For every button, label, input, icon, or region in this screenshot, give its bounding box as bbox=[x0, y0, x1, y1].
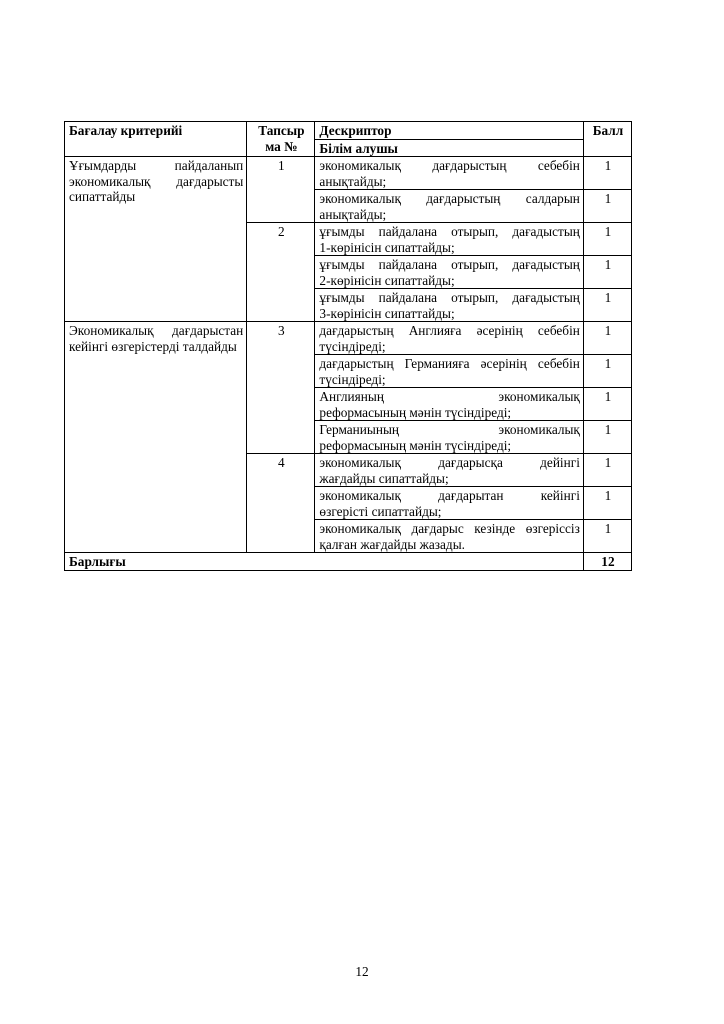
descriptor-header: Дескриптор bbox=[315, 122, 583, 140]
criterion-header: Бағалау критерийі bbox=[65, 122, 247, 157]
criterion-cell: Экономикалық дағдарыстан кейінгі өзгерістерді талдайды bbox=[65, 322, 247, 553]
descriptor-cell bbox=[315, 454, 583, 487]
score-cell: 1 bbox=[583, 256, 631, 289]
descriptor-line: Англияның экономикалық bbox=[319, 389, 580, 404]
score-cell: 1 bbox=[583, 520, 631, 553]
score-cell: 1 bbox=[583, 322, 631, 355]
descriptor-line: 3-көрінісін сипаттайды; bbox=[319, 305, 455, 321]
task-number-cell: 1 bbox=[247, 157, 315, 223]
descriptor-line: қалған жағдайды жазады. bbox=[319, 536, 465, 552]
task-number-header bbox=[247, 122, 315, 157]
task-number-cell: 3 bbox=[247, 322, 315, 454]
score-header: Балл bbox=[583, 122, 631, 157]
total-row bbox=[65, 553, 632, 571]
descriptor-cell bbox=[315, 322, 583, 355]
descriptor-line: экономикалық дағдарыстың себебін bbox=[319, 158, 580, 173]
descriptor-line: Германиының экономикалық bbox=[319, 422, 580, 437]
descriptor-line: экономикалық дағдарыс кезінде өзгеріссіз bbox=[319, 521, 580, 536]
descriptor-cell bbox=[315, 190, 583, 223]
descriptor-cell bbox=[315, 487, 583, 520]
descriptor-line: анықтайды; bbox=[319, 173, 387, 189]
descriptor-line: ұғымды пайдалана отырып, дағадыстың bbox=[319, 257, 580, 272]
descriptor-line: экономикалық дағдарыстың салдарын bbox=[319, 191, 580, 206]
criterion-cell: Ұғымдарды пайдаланып экономикалық дағдарысты сипаттайды bbox=[65, 157, 247, 322]
descriptor-cell bbox=[315, 289, 583, 322]
descriptor-line: ұғымды пайдалана отырып, дағадыстың bbox=[319, 224, 580, 239]
descriptor-line: реформасының мәнін түсіндіреді; bbox=[319, 404, 512, 420]
page-number: 12 bbox=[355, 964, 369, 979]
table-row bbox=[65, 322, 632, 355]
descriptor-line: анықтайды; bbox=[319, 206, 387, 222]
task-number-cell: 4 bbox=[247, 454, 315, 553]
score-cell: 1 bbox=[583, 388, 631, 421]
score-cell: 1 bbox=[583, 487, 631, 520]
total-score: 12 bbox=[583, 553, 631, 571]
descriptor-cell bbox=[315, 388, 583, 421]
descriptor-cell bbox=[315, 520, 583, 553]
descriptor-line: 2-көрінісін сипаттайды; bbox=[319, 272, 455, 288]
descriptor-line: өзгерісті сипаттайды; bbox=[319, 503, 442, 519]
task-header-line2: ма № bbox=[265, 138, 298, 154]
descriptor-line: 1-көрінісін сипаттайды; bbox=[319, 239, 455, 255]
descriptor-cell bbox=[315, 421, 583, 454]
score-cell: 1 bbox=[583, 454, 631, 487]
descriptor-line: дағдарыстың Германияға әсерінің себебін bbox=[319, 356, 580, 371]
score-cell: 1 bbox=[583, 421, 631, 454]
descriptor-line: реформасының мәнін түсіндіреді; bbox=[319, 437, 512, 453]
header-row bbox=[65, 122, 632, 140]
descriptor-line: экономикалық дағдарысқа дейінгі bbox=[319, 455, 580, 470]
descriptor-line: дағдарыстың Англияға әсерінің себебін bbox=[319, 323, 580, 338]
descriptor-cell bbox=[315, 157, 583, 190]
assessment-rubric-table bbox=[64, 121, 632, 571]
score-cell: 1 bbox=[583, 355, 631, 388]
learner-subheader: Білім алушы bbox=[315, 139, 583, 157]
descriptor-line: жағдайды сипаттайды; bbox=[319, 470, 449, 486]
descriptor-cell bbox=[315, 223, 583, 256]
descriptor-line: түсіндіреді; bbox=[319, 338, 386, 354]
total-label: Барлығы bbox=[65, 553, 584, 571]
table-row bbox=[65, 157, 632, 190]
descriptor-cell bbox=[315, 355, 583, 388]
descriptor-cell bbox=[315, 256, 583, 289]
descriptor-line: түсіндіреді; bbox=[319, 371, 386, 387]
score-cell: 1 bbox=[583, 289, 631, 322]
task-header-line1: Тапсыр bbox=[258, 123, 305, 138]
score-cell: 1 bbox=[583, 223, 631, 256]
descriptor-line: ұғымды пайдалана отырып, дағадыстың bbox=[319, 290, 580, 305]
task-number-cell: 2 bbox=[247, 223, 315, 322]
score-cell: 1 bbox=[583, 157, 631, 190]
descriptor-line: экономикалық дағдарытан кейінгі bbox=[319, 488, 580, 503]
score-cell: 1 bbox=[583, 190, 631, 223]
